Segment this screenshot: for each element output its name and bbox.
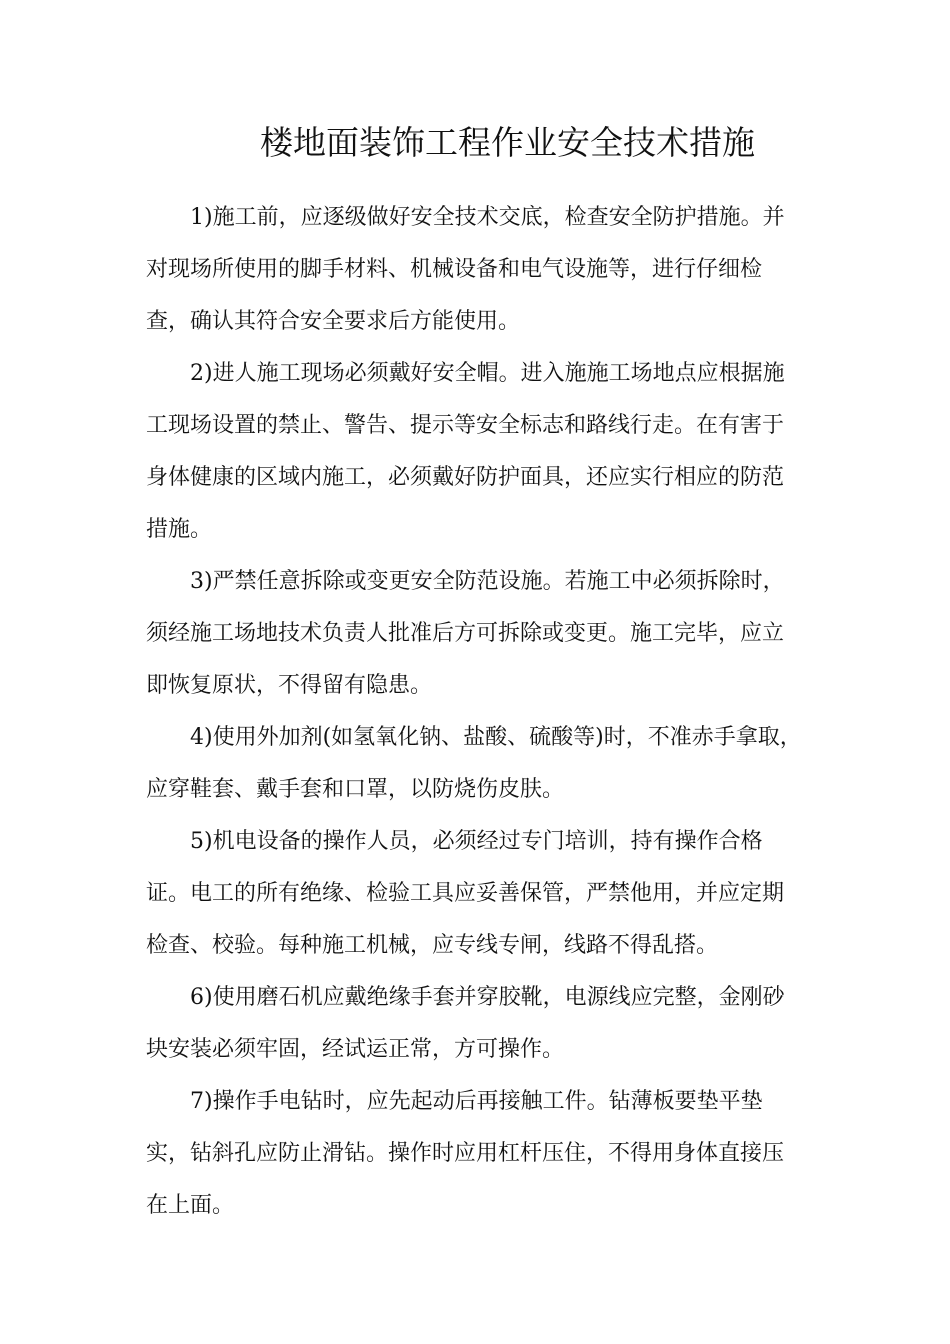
paragraph-line: 身体健康的区域内施工，必须戴好防护面具，还应实行相应的防范 xyxy=(146,465,785,490)
paragraph-line: 6)使用磨石机应戴绝缘手套并穿胶靴，电源线应完整，金刚砂 xyxy=(190,985,785,1010)
paragraph-line: 证。电工的所有绝缘、检验工具应妥善保管，严禁他用，并应定期 xyxy=(146,881,785,906)
paragraph-line: 5)机电设备的操作人员，必须经过专门培训，持有操作合格 xyxy=(190,829,763,854)
paragraph-5 xyxy=(146,816,794,972)
paragraph-line: 措施。 xyxy=(146,517,213,542)
paragraph-6 xyxy=(146,972,794,1076)
paragraph-line: 对现场所使用的脚手材料、机械设备和电气设施等，进行仔细检 xyxy=(146,257,763,282)
paragraph-line: 4)使用外加剂(如氢氧化钠、盐酸、硫酸等)时，不准赤手拿取， xyxy=(190,725,802,750)
paragraph-line: 2)进人施工现场必须戴好安全帽。进入施施工场地点应根据施 xyxy=(190,361,785,386)
paragraph-line: 块安装必须牢固，经试运正常，方可操作。 xyxy=(146,1037,565,1062)
paragraph-line: 工现场设置的禁止、警告、提示等安全标志和路线行走。在有害于 xyxy=(146,413,785,438)
paragraph-1 xyxy=(146,192,794,348)
paragraph-3 xyxy=(146,556,794,712)
paragraph-7 xyxy=(146,1076,794,1232)
paragraph-line: 检查、校验。每种施工机械，应专线专闸，线路不得乱搭。 xyxy=(146,933,719,958)
paragraph-2 xyxy=(146,348,794,556)
document-body xyxy=(146,192,802,1232)
paragraph-line: 7)操作手电钻时，应先起动后再接触工件。钻薄板要垫平垫 xyxy=(190,1089,763,1114)
paragraph-line: 3)严禁任意拆除或变更安全防范设施。若施工中必须拆除时， xyxy=(190,569,785,594)
paragraph-line: 须经施工场地技术负责人批准后方可拆除或变更。施工完毕，应立 xyxy=(146,621,785,646)
document-title: 楼地面装饰工程作业安全技术措施 xyxy=(260,123,755,162)
paragraph-line: 实，钻斜孔应防止滑钻。操作时应用杠杆压住，不得用身体直接压 xyxy=(146,1141,785,1166)
paragraph-line: 1)施工前，应逐级做好安全技术交底，检查安全防护措施。并 xyxy=(190,205,785,230)
paragraph-4 xyxy=(146,712,802,816)
paragraph-line: 查，确认其符合安全要求后方能使用。 xyxy=(146,309,521,334)
paragraph-line: 即恢复原状，不得留有隐患。 xyxy=(146,673,433,698)
paragraph-line: 应穿鞋套、戴手套和口罩，以防烧伤皮肤。 xyxy=(146,777,565,802)
paragraph-line: 在上面。 xyxy=(146,1193,235,1218)
